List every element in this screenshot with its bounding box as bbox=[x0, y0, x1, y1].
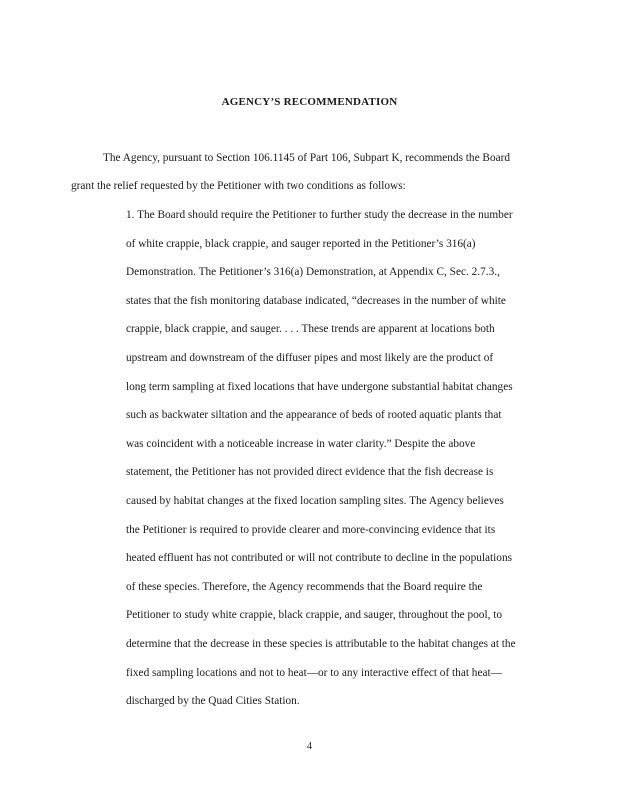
intro-paragraph-line-2: grant the relief requested by the Petitioner with two conditions as follows: bbox=[71, 180, 406, 192]
page-number: 4 bbox=[307, 741, 312, 752]
page-title: AGENCY’S RECOMMENDATION bbox=[221, 96, 398, 108]
condition-1-line: states that the fish monitoring database indicated, “decreases in the number of white bbox=[126, 294, 506, 307]
condition-1-line: of these species. Therefore, the Agency recommends that the Board require the bbox=[126, 580, 483, 593]
condition-1-line: caused by habitat changes at the fixed location sampling sites. The Agency believes bbox=[126, 495, 504, 507]
condition-1-line: was coincident with a noticeable increase in water clarity.” Despite the above bbox=[126, 437, 476, 450]
condition-1-line: fixed sampling locations and not to heat—or to any interactive effect of that heat— bbox=[126, 666, 502, 679]
intro-paragraph-line-1: The Agency, pursuant to Section 106.1145 of Part 106, Subpart K, recommends the Board bbox=[103, 152, 511, 164]
condition-1-line: Demonstration. The Petitioner’s 316(a) Demonstration, at Appendix C, Sec. 2.7.3., bbox=[126, 266, 500, 279]
condition-1-line: 1. The Board should require the Petitioner to further study the decrease in the number bbox=[126, 209, 513, 221]
condition-1-line: Petitioner to study white crappie, black crappie, and sauger, throughout the pool, to bbox=[126, 609, 503, 622]
condition-1-line: crappie, black crappie, and sauger. . . . These trends are apparent at locations both bbox=[126, 323, 495, 336]
condition-1-line: determine that the decrease in these species is attributable to the habitat changes at the bbox=[126, 638, 516, 650]
condition-1-line: statement, the Petitioner has not provided direct evidence that the fish decrease is bbox=[126, 466, 494, 479]
condition-1-line: upstream and downstream of the diffuser pipes and most likely are the product of bbox=[126, 352, 494, 364]
condition-1-line: such as backwater siltation and the appearance of beds of rooted aquatic plants that bbox=[126, 409, 502, 422]
condition-1-line: long term sampling at fixed locations that have undergone substantial habitat changes bbox=[126, 380, 513, 393]
condition-1-line: heated effluent has not contributed or will not contribute to decline in the populations bbox=[126, 552, 512, 565]
condition-1-line: discharged by the Quad Cities Station. bbox=[126, 695, 300, 708]
condition-1-line: the Petitioner is required to provide clearer and more-convincing evidence that its bbox=[126, 523, 496, 536]
condition-1-line: of white crappie, black crappie, and sauger reported in the Petitioner’s 316(a) bbox=[126, 237, 476, 250]
